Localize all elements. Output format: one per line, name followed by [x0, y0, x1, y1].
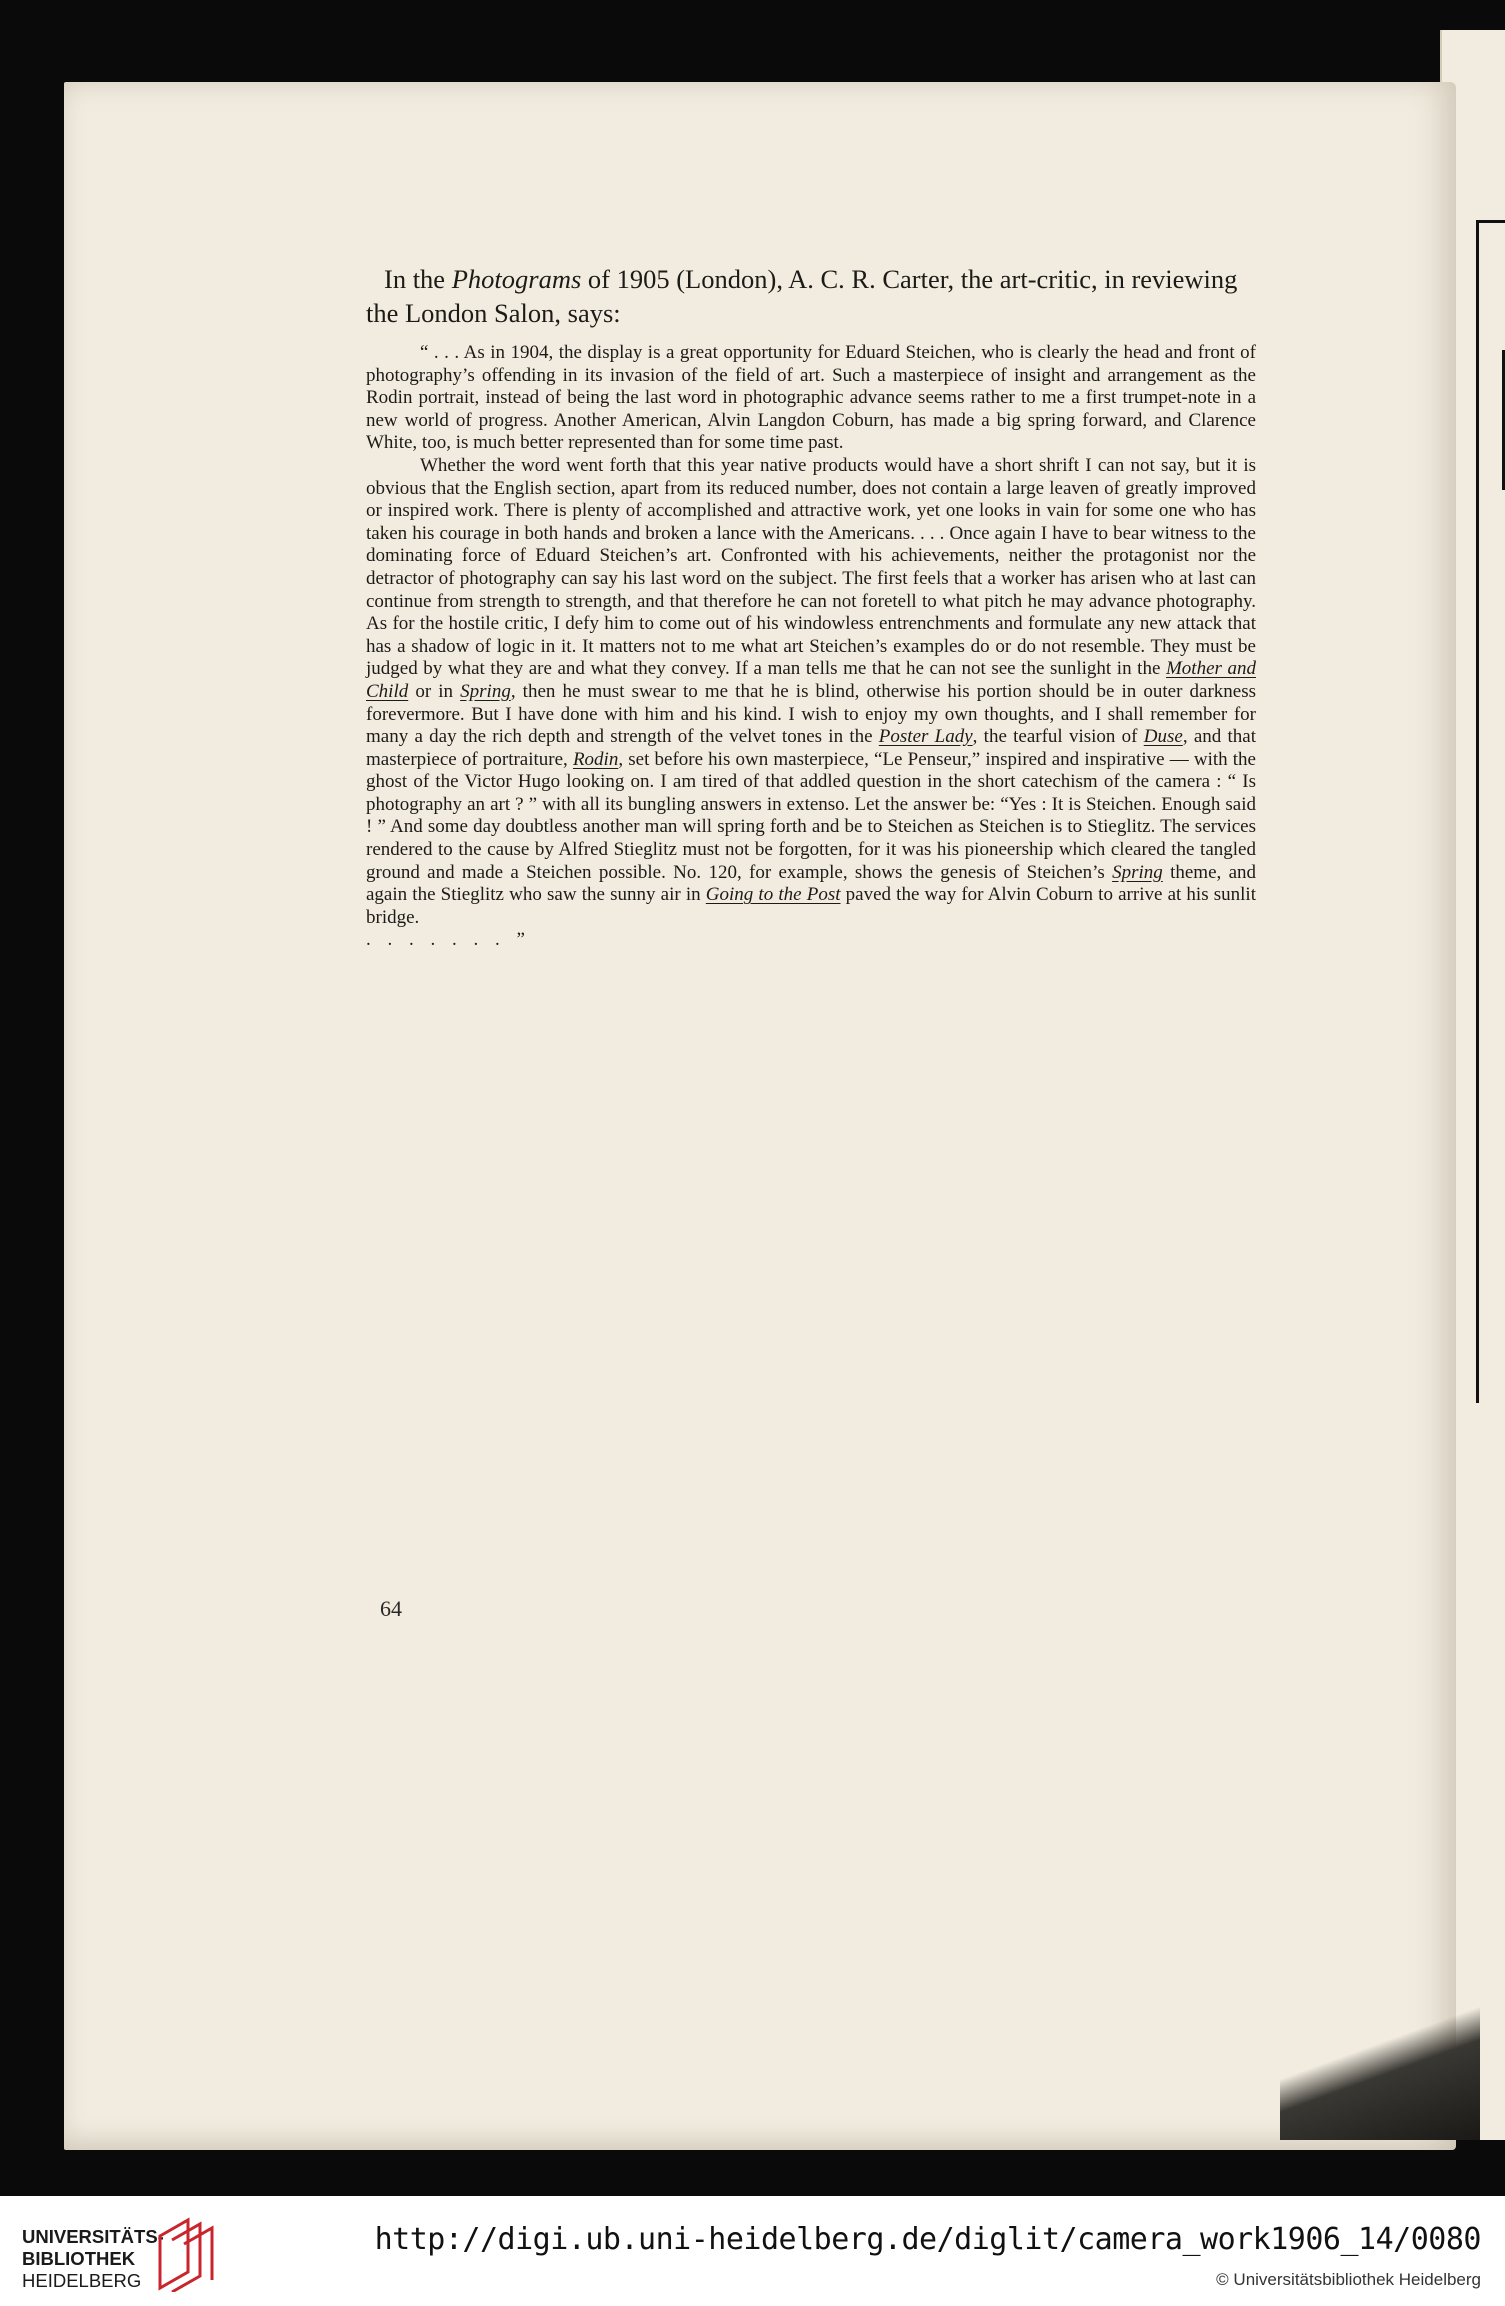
intro-paragraph: In the Photograms of 1905 (London), A. C. R. Carter, the art-critic, in reviewing the London Salon, says: — [366, 264, 1238, 328]
quote-paragraph-2: Whether the word went forth that this year native products would have a short shrift I can not say, but it is obvious that the English section, apart from its reduced number, does not contain a large leaven of greatly improved or inspired work. There is plenty of accomplished and attractive work, yet one looks in vain for some one who has taken his courage in both hands and broken a lance with the Americans. . . . Once again I have to bear witness to the dominating force of Eduard Steichen’s art. Confronted with his achievements, neither the protagonist nor the detractor of photography can say his last word on the subject. The first feels that a worker has arisen who at last can continue from strength to strength, and that therefore he can not foretell to what pitch he may advance photography. As for the hostile critic, I defy him to come out of his windowless entrenchments and formulate any new attack that has a shadow of logic in it. It matters not to me what art Steichen’s examples do or do not resemble. They must be judged by what they are and what they convey. If a man tells me that he can not see the sunlight in the Mother and Child or in Spring, then he must swear to me that he is blind, otherwise his portion should be in outer darkness forevermore. But I have done with him and his kind. I wish to enjoy my own thoughts, and I shall remember for many a day the rich depth and strength of the velvet tones in the Poster Lady, the tearful vision of Duse, and that masterpiece of portraiture, Rodin, set before his own masterpiece, “Le Penseur,” inspired and inspirative — with the ghost of the Victor Hugo looking on. I am tired of that addled question in the short catechism of the camera : “ Is photography an art ? ” with all its bungling answers in extenso. Let the answer be: “Yes : It is Steichen. Enough said ! ” And some day doubtless another man will spring forth and be to Steichen as Steichen is to Stieglitz. The services rendered to the cause by Alfred Stieglitz must not be forgotten, for it was his pioneership which cleared the tangled ground and made a Steichen possible. No. 120, for example, shows the genesis of Steichen’s Spring theme, and again the Stieglitz who saw the sunny air in Going to the Post paved the way for Alvin Coburn to arrive at his sunlit bridge. — [366, 454, 1257, 928]
copyright-notice: © Universitätsbibliothek Heidelberg — [1216, 2270, 1481, 2289]
page-corner-shadow — [1280, 1990, 1480, 2140]
logo-line-3: HEIDELBERG — [22, 2270, 142, 2291]
title-poster-lady: Poster Lady — [878, 726, 973, 748]
facing-page-frame — [1476, 220, 1505, 1403]
library-logo-text[interactable] — [22, 2226, 164, 2292]
document-url[interactable]: http://digi.ub.uni-heidelberg.de/diglit/camera_work1906_14/0080 — [374, 2222, 1481, 2257]
page-text — [366, 262, 1256, 951]
title-spring-2: Spring — [1112, 861, 1163, 883]
title-duse: Duse — [1143, 726, 1183, 748]
footer-bar — [0, 2196, 1505, 2306]
library-logo-icon — [152, 2216, 218, 2292]
closing-ellipsis: . . . . . . . ” — [366, 929, 531, 951]
photograms-title: Photograms — [451, 264, 582, 294]
title-mother-and-child: Mother and Child — [366, 658, 1257, 702]
logo-line-2: BIBLIOTHEK — [22, 2248, 136, 2269]
logo-line-1: UNIVERSITÄTS- — [22, 2226, 164, 2247]
quote-paragraph-1: “ . . . As in 1904, the display is a great opportunity for Eduard Steichen, who is clearly the head and front of photography’s offending in its invasion of the field of art. Such a masterpiece of insight and arrangement as the Rodin portrait, instead of being the last word in photographic advance seems rather to me a first trumpet-note in a new world of progress. Another American, Alvin Langdon Coburn, has made a big spring forward, and Clarence White, too, is much better represented than for some time past. — [366, 342, 1256, 454]
title-going-to-the-post: Going to the Post — [705, 884, 841, 906]
title-spring: Spring — [460, 680, 511, 702]
title-rodin: Rodin — [572, 748, 619, 770]
page-number: 64 — [380, 1596, 402, 1621]
